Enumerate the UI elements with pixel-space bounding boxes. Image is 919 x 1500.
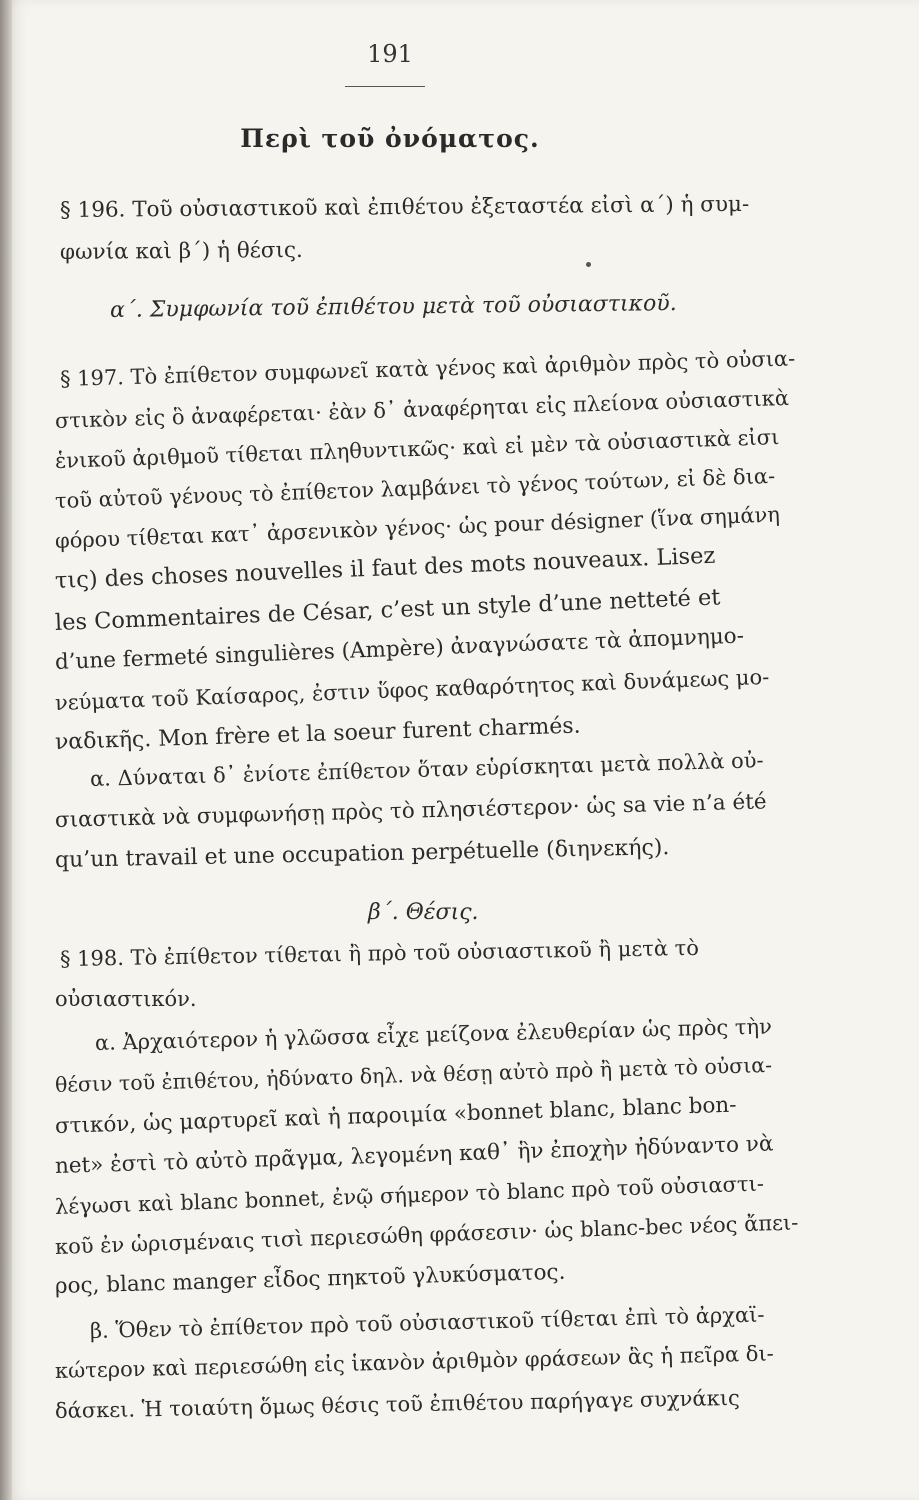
subheading-position: β΄. Θέσις. xyxy=(368,900,479,925)
text-line: les Commentaires de César, c’est un style d’une netteté et xyxy=(54,584,721,636)
text-line: net» ἐστὶ τὸ αὐτὸ πρᾶγμα, λεγομένη καθ᾽ ἣν ἐποχὴν ἠδύναντο νὰ xyxy=(54,1131,774,1179)
text-line: θέσιν τοῦ ἐπιθέτου, ἠδύνατο δηλ. νὰ θέσῃ αὐτὸ πρὸ ἢ μετὰ τὸ οὐσια- xyxy=(54,1052,773,1097)
text-line: ἑνικοῦ ἀριθμοῦ τίθεται πληθυντικῶς· καὶ εἰ μὲν τὰ οὐσιαστικὰ εἰσι xyxy=(54,424,780,473)
text-line: φωνία καὶ β΄) ἡ θέσις. xyxy=(59,237,303,265)
text-line: στικὸν εἰς ὃ ἀναφέρεται· ἐὰν δ᾽ ἀναφέρηται εἰς πλείονα οὐσιαστικὰ xyxy=(54,385,790,433)
text-line: α. Ἀρχαιότερον ἡ γλῶσσα εἶχε μείζονα ἐλευθερίαν ὡς πρὸς τὴν xyxy=(94,1014,773,1055)
ink-speck xyxy=(586,262,591,267)
text-line: ρος, blanc manger εἶδος πηκτοῦ γλυκύσματος. xyxy=(54,1259,566,1299)
text-line: § 197. Τὸ ἐπίθετον συμφωνεῖ κατὰ γένος καὶ ἀριθμὸν πρὸς τὸ οὐσια- xyxy=(59,346,796,391)
page-number-rule xyxy=(345,86,425,87)
text-line: κώτερον καὶ περιεσώθη εἰς ἱκανὸν ἀριθμὸν φράσεων ἃς ἡ πεῖρα δι- xyxy=(54,1341,775,1383)
text-line: τις) des choses nouvelles il faut des mots nouveaux. Lisez xyxy=(54,542,716,594)
section-heading: Περὶ τοῦ ὀνόματος. xyxy=(240,124,540,153)
text-line: κοῦ ἐν ὡρισμέναις τισὶ περιεσώθη φράσεσιν· ὡς blanc-bec νέος ἄπει- xyxy=(54,1210,799,1259)
text-line: στικόν, ὡς μαρτυρεῖ καὶ ἡ παροιμία «bonnet blanc, blanc bon- xyxy=(54,1092,737,1139)
text-line: λέγωσι καὶ blanc bonnet, ἐνῷ σήμερον τὸ blanc πρὸ τοῦ οὐσιαστι- xyxy=(54,1171,765,1219)
text-line: δάσκει. Ἡ τοιαύτη ὅμως θέσις τοῦ ἐπιθέτου παρήγαγε συχνάκις xyxy=(54,1385,740,1423)
text-line: φόρου τίθεται κατ᾽ ἀρσενικὸν γένος· ὡς pour désigner (ἵνα σημάνη xyxy=(54,502,781,553)
text-line: d’une fermeté singulières (Ampère) ἀναγνώσατε τὰ ἀπομνημο- xyxy=(54,623,745,675)
text-line: § 198. Τὸ ἐπίθετον τίθεται ἢ πρὸ τοῦ οὐσιαστικοῦ ἢ μετὰ τὸ xyxy=(59,935,700,971)
text-line: ναδικῆς. Mon frère et la soeur furent charmés. xyxy=(54,713,581,755)
subheading-agreement: α΄. Συμφωνία τοῦ ἐπιθέτου μετὰ τοῦ οὐσιαστικοῦ. xyxy=(109,291,677,323)
text-line: β. Ὅθεν τὸ ἐπίθετον πρὸ τοῦ οὐσιαστικοῦ τίθεται ἐπὶ τὸ ἀρχαϊ- xyxy=(89,1302,765,1343)
text-line: οὐσιαστικόν. xyxy=(55,987,197,1011)
text-line: qu’un travail et une occupation perpétuelle (διηνεκής). xyxy=(54,835,670,873)
text-line: νεύματα τοῦ Καίσαρος, ἐστιν ὕφος καθαρότητος καὶ δυνάμεως μο- xyxy=(54,664,770,715)
text-line: § 196. Τοῦ οὐσιαστικοῦ καὶ ἐπιθέτου ἐξεταστέα εἰσὶ α΄) ἡ συμ- xyxy=(59,191,750,223)
text-line: α. Δύναται δ᾽ ἐνίοτε ἐπίθετον ὅταν εὑρίσκηται μετὰ πολλὰ οὐ- xyxy=(89,748,764,791)
text-line: σιαστικὰ νὰ συμφωνήσῃ πρὸς τὸ πλησιέστερον· ὡς sa vie n’a été xyxy=(54,789,767,833)
text-line: τοῦ αὐτοῦ γένους τὸ ἐπίθετον λαμβάνει τὸ γένος τούτων, εἰ δὲ δια- xyxy=(54,463,776,513)
page-number: 191 xyxy=(367,40,413,68)
book-spine-shadow xyxy=(0,0,12,1500)
